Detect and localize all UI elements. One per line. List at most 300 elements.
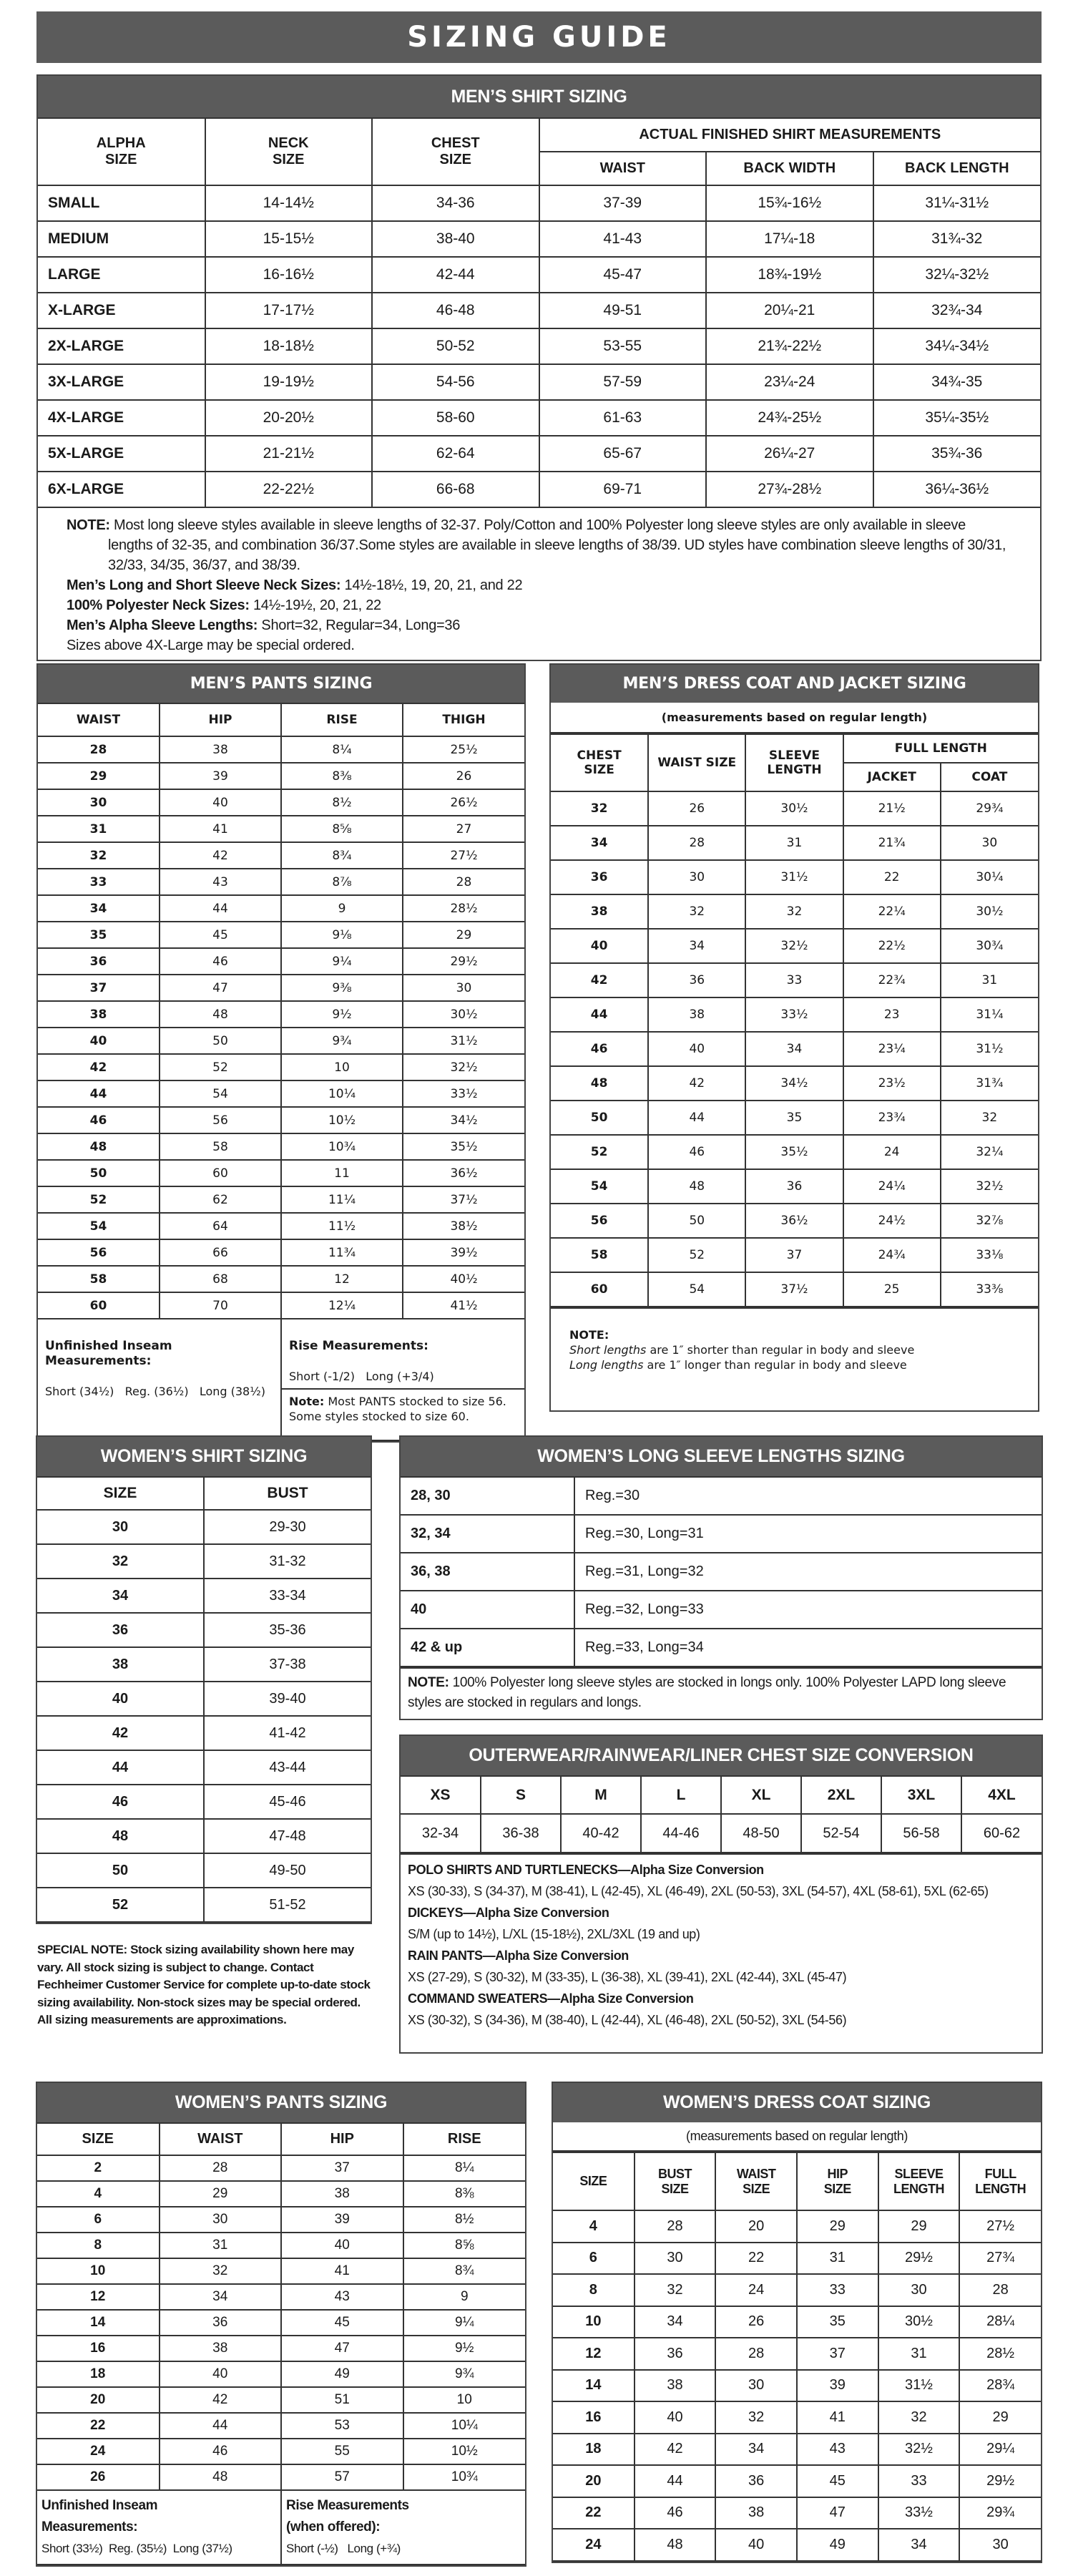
row-label-cell: 38 — [38, 1001, 160, 1028]
mens-coat-sizing — [549, 663, 1039, 1412]
table-cell: 30¾ — [941, 929, 1038, 963]
table-row — [37, 1579, 371, 1613]
table-row — [553, 2338, 1041, 2370]
row-label-cell: 22 — [37, 2413, 160, 2439]
table-cell: 48-50 — [721, 1814, 801, 1853]
table-cell: 28 — [160, 2155, 282, 2181]
table-cell: 26¼-27 — [706, 436, 873, 472]
table-cell: 35¾-36 — [873, 436, 1041, 472]
table-row — [551, 1204, 1038, 1238]
table-cell: 31¾ — [941, 1066, 1038, 1101]
table-cell: 38-40 — [372, 221, 539, 257]
table-cell: 28¼ — [959, 2306, 1041, 2338]
table-cell: 18¾-19½ — [706, 257, 873, 293]
table-cell: 58 — [160, 1133, 281, 1160]
table-row — [401, 1814, 1042, 1853]
table-cell: 8¾ — [403, 2258, 526, 2284]
table-cell: 38 — [715, 2497, 797, 2529]
table-cell: 26 — [715, 2306, 797, 2338]
table-cell: 30 — [959, 2529, 1041, 2561]
table-cell: 10½ — [403, 2439, 526, 2464]
header-row — [401, 1776, 1042, 1814]
table-cell: 11¼ — [281, 1186, 403, 1213]
row-label-cell: 56 — [551, 1204, 648, 1238]
column-header: SIZE — [37, 2123, 160, 2155]
row-label-cell: 24 — [37, 2439, 160, 2464]
row-label-cell: 40 — [37, 1682, 204, 1716]
table-cell: 60 — [160, 1160, 281, 1186]
table-cell: 39½ — [403, 1239, 524, 1266]
table-cell: 44-46 — [641, 1814, 721, 1853]
table-cell: 30 — [715, 2370, 797, 2402]
table-cell: 33½ — [878, 2497, 960, 2529]
column-header: 3XL — [881, 1776, 961, 1814]
table-cell: 33⅛ — [941, 1238, 1038, 1272]
table-cell: 24¾-25½ — [706, 400, 873, 436]
table-cell: 36 — [715, 2465, 797, 2497]
row-label-cell: 31 — [38, 816, 160, 842]
womens-pants-sizing — [36, 2082, 526, 2567]
column-header: SIZE — [553, 2152, 635, 2210]
table-cell: 22½ — [843, 929, 941, 963]
table-cell: 25 — [843, 1272, 941, 1307]
table-cell: 31-32 — [204, 1544, 371, 1579]
table-cell: Reg.=33, Long=34 — [574, 1629, 1042, 1667]
table-row — [401, 1629, 1042, 1667]
column-header: XS — [401, 1776, 481, 1814]
table-cell: 10¼ — [403, 2413, 526, 2439]
table-cell: 61-63 — [539, 400, 707, 436]
column-header: THIGH — [403, 703, 524, 736]
section-title: WOMEN’S DRESS COAT SIZING — [553, 2083, 1041, 2122]
row-label-cell: 20 — [37, 2387, 160, 2413]
rise-values: Short (-1/2) Long (+3/4) — [289, 1370, 434, 1383]
table-cell: 30 — [160, 2207, 282, 2233]
table-cell: 24 — [843, 1135, 941, 1169]
row-label-cell: 26 — [37, 2464, 160, 2490]
womens-pants-table — [37, 2122, 525, 2565]
table-row — [37, 2181, 525, 2207]
section-title: WOMEN’S SHIRT SIZING — [37, 1437, 371, 1476]
table-cell: 54-56 — [372, 364, 539, 400]
table-cell: 69-71 — [539, 472, 707, 507]
column-header: HIP SIZE — [797, 2152, 878, 2210]
table-row — [37, 2361, 525, 2387]
mens-coat-table — [551, 733, 1038, 1307]
table-cell: 29¾ — [959, 2497, 1041, 2529]
table-cell: 28½ — [959, 2338, 1041, 2370]
table-cell: 12 — [281, 1266, 403, 1292]
table-cell: 8⅜ — [281, 763, 403, 789]
table-cell: 9⅛ — [281, 922, 403, 948]
table-cell: 39 — [160, 763, 281, 789]
table-cell: 32 — [941, 1101, 1038, 1135]
conversion-label: DICKEYS—Alpha Size Conversion — [408, 1906, 609, 1920]
table-cell: 25½ — [403, 736, 524, 763]
table-cell: 41 — [797, 2401, 878, 2434]
spec-text: 14½-19½, 20, 21, 22 — [249, 597, 381, 613]
table-cell: 35 — [745, 1101, 843, 1135]
stock-note-cell — [281, 1389, 524, 1440]
table-cell: 29½ — [959, 2465, 1041, 2497]
table-cell: 8⅝ — [403, 2233, 526, 2258]
row-label-cell: 56 — [38, 1239, 160, 1266]
row-label-cell: 14 — [553, 2370, 635, 2402]
section-title: MEN’S DRESS COAT AND JACKET SIZING — [551, 665, 1038, 703]
table-cell: 41-42 — [204, 1716, 371, 1750]
table-cell: 35¼-35½ — [873, 400, 1041, 436]
note-text: 100% Polyester long sleeve styles are stocked in longs only. 100% Polyester LAPD long sleeve styles are stocked in regulars and longs. — [408, 1675, 1006, 1710]
col-back-length: BACK LENGTH — [873, 152, 1041, 185]
table-cell: 32½ — [403, 1054, 524, 1080]
table-cell: 34 — [745, 1032, 843, 1066]
table-row — [551, 791, 1038, 826]
table-cell: 29 — [878, 2210, 960, 2243]
table-cell: 52-54 — [801, 1814, 881, 1853]
table-row — [37, 2464, 525, 2490]
column-header: WAIST SIZE — [715, 2152, 797, 2210]
row-label-cell: 54 — [38, 1213, 160, 1239]
rise-cell — [281, 2490, 525, 2565]
table-row — [38, 400, 1040, 436]
table-row — [38, 436, 1040, 472]
table-cell: 50 — [648, 1204, 745, 1238]
column-header: RISE — [281, 703, 403, 736]
table-cell: 41 — [160, 816, 281, 842]
table-cell: 31 — [745, 826, 843, 860]
col-neck-size: NECK SIZE — [205, 118, 373, 185]
table-cell: 27¾ — [959, 2243, 1041, 2275]
row-label-cell: 18 — [553, 2434, 635, 2466]
row-label-cell: 38 — [37, 1647, 204, 1682]
table-row — [37, 2155, 525, 2181]
table-cell: 20 — [715, 2210, 797, 2243]
table-row — [37, 1682, 371, 1716]
table-cell: 40½ — [403, 1266, 524, 1292]
table-cell: 51-52 — [204, 1888, 371, 1922]
table-cell: 45-46 — [204, 1785, 371, 1819]
row-label-cell: 40 — [551, 929, 648, 963]
table-cell: 42 — [160, 842, 281, 869]
conversion-text: XS (27-29), S (30-32), M (33-35), L (36-38), XL (39-41), 2XL (42-44), 3XL (45-47) — [408, 1970, 847, 1984]
table-cell: 21-21½ — [205, 436, 373, 472]
row-label-cell: 4 — [37, 2181, 160, 2207]
table-cell: 9¼ — [403, 2310, 526, 2336]
conversion-text: S/M (up to 14½), L/XL (15-18½), 2XL/3XL (19 and up) — [408, 1927, 700, 1941]
spec-label: 100% Polyester Neck Sizes: — [67, 597, 250, 613]
table-cell: 31¾-32 — [873, 221, 1041, 257]
spec-label: Men’s Alpha Sleeve Lengths: — [67, 618, 258, 633]
col-chest-size: CHEST SIZE — [372, 118, 539, 185]
table-cell: 11¾ — [281, 1239, 403, 1266]
table-cell: 45 — [797, 2465, 878, 2497]
column-header: L — [641, 1776, 721, 1814]
table-cell: 24¾ — [843, 1238, 941, 1272]
mens-shirt-notes — [38, 508, 1040, 660]
table-row — [553, 2465, 1041, 2497]
table-cell: 53 — [281, 2413, 403, 2439]
row-label-cell: 42 & up — [401, 1629, 574, 1667]
table-cell: 38 — [281, 2181, 403, 2207]
table-cell: 40 — [635, 2401, 716, 2434]
mens-pants-sizing — [36, 663, 526, 1443]
col-jacket: JACKET — [843, 763, 941, 791]
note-label: Note: — [289, 1395, 325, 1408]
column-header: 2XL — [801, 1776, 881, 1814]
table-cell: 50-52 — [372, 328, 539, 364]
note-label: NOTE: — [569, 1328, 609, 1342]
row-label-cell: 40 — [38, 1028, 160, 1054]
inseam-cell — [38, 1319, 281, 1440]
row-label-cell: 20 — [553, 2465, 635, 2497]
table-cell: 31 — [160, 2233, 282, 2258]
table-cell: 37 — [281, 2155, 403, 2181]
col-coat: COAT — [941, 763, 1038, 791]
table-cell: 33 — [797, 2274, 878, 2306]
table-row — [38, 789, 524, 816]
table-cell: 11½ — [281, 1213, 403, 1239]
table-cell: 28 — [403, 869, 524, 895]
table-cell: 36 — [160, 2310, 282, 2336]
table-cell: 15-15½ — [205, 221, 373, 257]
table-row — [38, 1133, 524, 1160]
table-cell: 43-44 — [204, 1750, 371, 1785]
row-label-cell: 36 — [37, 1613, 204, 1647]
row-label-cell: MEDIUM — [38, 221, 205, 257]
table-cell: 31 — [878, 2338, 960, 2370]
row-label-cell: 46 — [37, 1785, 204, 1819]
col-waist: WAIST — [539, 152, 707, 185]
table-cell: 49 — [797, 2529, 878, 2561]
table-row — [553, 2274, 1041, 2306]
table-cell: 56 — [160, 1107, 281, 1133]
table-cell: 23¼ — [843, 1032, 941, 1066]
column-header: XL — [721, 1776, 801, 1814]
table-cell: 36½ — [403, 1160, 524, 1186]
table-row — [38, 1292, 524, 1319]
table-row — [401, 1515, 1042, 1553]
table-cell: 29¼ — [959, 2434, 1041, 2466]
table-row — [38, 763, 524, 789]
table-cell: 60-62 — [961, 1814, 1042, 1853]
col-sleeve-length: SLEEVE LENGTH — [745, 734, 843, 791]
table-row — [401, 1591, 1042, 1629]
table-row — [551, 1101, 1038, 1135]
row-label-cell: 22 — [553, 2497, 635, 2529]
table-cell: 31½ — [941, 1032, 1038, 1066]
row-label-cell: 52 — [38, 1186, 160, 1213]
row-label-cell: 54 — [551, 1169, 648, 1204]
table-cell: 8⅝ — [281, 816, 403, 842]
table-cell: 40 — [160, 789, 281, 816]
table-cell: 45-47 — [539, 257, 707, 293]
table-cell: 26 — [648, 791, 745, 826]
table-cell: Reg.=31, Long=32 — [574, 1553, 1042, 1591]
table-cell: 41-43 — [539, 221, 707, 257]
table-cell: 9¼ — [281, 948, 403, 975]
column-header: M — [561, 1776, 641, 1814]
table-cell: 9½ — [403, 2336, 526, 2361]
note-text: Most PANTS stocked to size 56. Some styles stocked to size 60. — [289, 1395, 506, 1423]
table-row — [553, 2370, 1041, 2402]
table-row — [37, 1647, 371, 1682]
table-row — [38, 221, 1040, 257]
row-label-cell: 5X-LARGE — [38, 436, 205, 472]
row-label-cell: 58 — [551, 1238, 648, 1272]
table-cell: 31 — [941, 963, 1038, 997]
table-cell: 37½ — [745, 1272, 843, 1307]
table-cell: 46 — [648, 1135, 745, 1169]
row-label-cell: SMALL — [38, 185, 205, 221]
table-cell: Reg.=30, Long=31 — [574, 1515, 1042, 1553]
row-label-cell: 4 — [553, 2210, 635, 2243]
row-label-cell: 24 — [553, 2529, 635, 2561]
table-cell: 30¼ — [941, 860, 1038, 894]
table-row — [37, 2310, 525, 2336]
table-cell: 32¼ — [941, 1135, 1038, 1169]
table-cell: 34 — [648, 929, 745, 963]
table-cell: 24½ — [843, 1204, 941, 1238]
row-label-cell: 60 — [551, 1272, 648, 1307]
table-row — [37, 1888, 371, 1922]
table-cell: 23¼-24 — [706, 364, 873, 400]
table-cell: 23¾ — [843, 1101, 941, 1135]
table-cell: 48 — [648, 1169, 745, 1204]
row-label-cell: 18 — [37, 2361, 160, 2387]
table-row — [37, 1819, 371, 1853]
row-label-cell: 42 — [38, 1054, 160, 1080]
table-cell: 32 — [160, 2258, 282, 2284]
table-cell: 40 — [648, 1032, 745, 1066]
note-emphasis: Long lengths — [569, 1358, 644, 1372]
table-row — [37, 2336, 525, 2361]
table-cell: 28¾ — [959, 2370, 1041, 2402]
table-cell: 30 — [403, 975, 524, 1001]
table-cell: 21½ — [843, 791, 941, 826]
table-cell: 32 — [635, 2274, 716, 2306]
table-cell: 37 — [797, 2338, 878, 2370]
column-header: HIP — [160, 703, 281, 736]
spec-label: Men’s Long and Short Sleeve Neck Sizes: — [67, 577, 341, 593]
table-cell: 9 — [403, 2284, 526, 2310]
table-cell: Reg.=32, Long=33 — [574, 1591, 1042, 1629]
conversion-text: XS (30-33), S (34-37), M (38-41), L (42-45), XL (46-49), 2XL (50-53), 3XL (54-57), 4XL (58-61), 5XL (62-65) — [408, 1884, 989, 1898]
row-label-cell: 32 — [551, 791, 648, 826]
table-cell: 35 — [797, 2306, 878, 2338]
row-label-cell: 35 — [38, 922, 160, 948]
page-title: SIZING GUIDE — [36, 11, 1042, 63]
row-label-cell: LARGE — [38, 257, 205, 293]
row-label-cell: 44 — [37, 1750, 204, 1785]
table-cell: 36 — [745, 1169, 843, 1204]
table-cell: 28 — [715, 2338, 797, 2370]
row-label-cell: 34 — [37, 1579, 204, 1613]
table-row — [38, 869, 524, 895]
table-cell: 41 — [281, 2258, 403, 2284]
row-label-cell: 12 — [553, 2338, 635, 2370]
row-label-cell: 32 — [38, 842, 160, 869]
table-row — [38, 975, 524, 1001]
table-row — [37, 2413, 525, 2439]
table-cell: 53-55 — [539, 328, 707, 364]
table-cell: 45 — [160, 922, 281, 948]
table-row — [551, 1135, 1038, 1169]
table-cell: 33 — [878, 2465, 960, 2497]
table-cell: 39 — [281, 2207, 403, 2233]
table-cell: 42 — [635, 2434, 716, 2466]
table-cell: 44 — [635, 2465, 716, 2497]
table-cell: 47-48 — [204, 1819, 371, 1853]
row-label-cell: 50 — [37, 1853, 204, 1888]
conversion-text: XS (30-32), S (34-36), M (38-40), L (42-44), XL (46-48), 2XL (50-52), 3XL (54-56) — [408, 2013, 847, 2027]
table-cell: 34¼-34½ — [873, 328, 1041, 364]
table-row — [38, 736, 524, 763]
conversion-label: POLO SHIRTS AND TURTLENECKS—Alpha Size Conversion — [408, 1863, 764, 1877]
table-cell: 10 — [403, 2387, 526, 2413]
row-label-cell: 10 — [553, 2306, 635, 2338]
row-label-cell: 36 — [551, 860, 648, 894]
table-cell: 26½ — [403, 789, 524, 816]
table-cell: 33½ — [745, 997, 843, 1032]
table-cell: 8⅜ — [403, 2181, 526, 2207]
table-cell: 32⅞ — [941, 1204, 1038, 1238]
table-cell: 30 — [635, 2243, 716, 2275]
row-label-cell: X-LARGE — [38, 293, 205, 328]
table-cell: 22¼ — [843, 894, 941, 929]
table-cell: 10½ — [281, 1107, 403, 1133]
table-row — [38, 1186, 524, 1213]
rise-values: Short (-½) Long (+¾) — [286, 2542, 401, 2555]
table-cell: 28 — [648, 826, 745, 860]
table-row — [38, 1213, 524, 1239]
table-cell: 46-48 — [372, 293, 539, 328]
col-chest-size: CHEST SIZE — [551, 734, 648, 791]
column-header: WAIST — [160, 2123, 282, 2155]
table-cell: 32½ — [878, 2434, 960, 2466]
row-label-cell: 32 — [37, 1544, 204, 1579]
row-label-cell: 29 — [38, 763, 160, 789]
row-label-cell: 52 — [551, 1135, 648, 1169]
table-cell: 38 — [160, 2336, 282, 2361]
table-cell: 31½ — [878, 2370, 960, 2402]
row-label-cell: 6X-LARGE — [38, 472, 205, 507]
table-cell: 27¾-28½ — [706, 472, 873, 507]
table-cell: 29-30 — [204, 1510, 371, 1544]
row-label-cell: 48 — [551, 1066, 648, 1101]
inseam-values: Short (34½) Reg. (36½) Long (38½) — [45, 1385, 265, 1398]
table-cell: 38 — [648, 997, 745, 1032]
table-cell: 49-50 — [204, 1853, 371, 1888]
table-cell: 16-16½ — [205, 257, 373, 293]
table-row — [38, 842, 524, 869]
table-cell: 21¾-22½ — [706, 328, 873, 364]
table-row — [38, 185, 1040, 221]
womens-long-sleeve-sizing — [399, 1435, 1043, 1720]
table-cell: 22-22½ — [205, 472, 373, 507]
column-header: 4XL — [961, 1776, 1042, 1814]
inseam-values: Short (33½) Reg. (35½) Long (37½) — [41, 2542, 232, 2555]
note-text: are 1″ shorter than regular in body and sleeve — [646, 1343, 915, 1357]
table-row — [553, 2401, 1041, 2434]
table-row — [38, 328, 1040, 364]
table-cell: 51 — [281, 2387, 403, 2413]
table-cell: 9 — [281, 895, 403, 922]
mens-coat-note — [551, 1307, 1038, 1410]
table-cell: 39 — [797, 2370, 878, 2402]
table-row — [551, 1066, 1038, 1101]
table-row — [38, 472, 1040, 507]
table-cell: 44 — [648, 1101, 745, 1135]
